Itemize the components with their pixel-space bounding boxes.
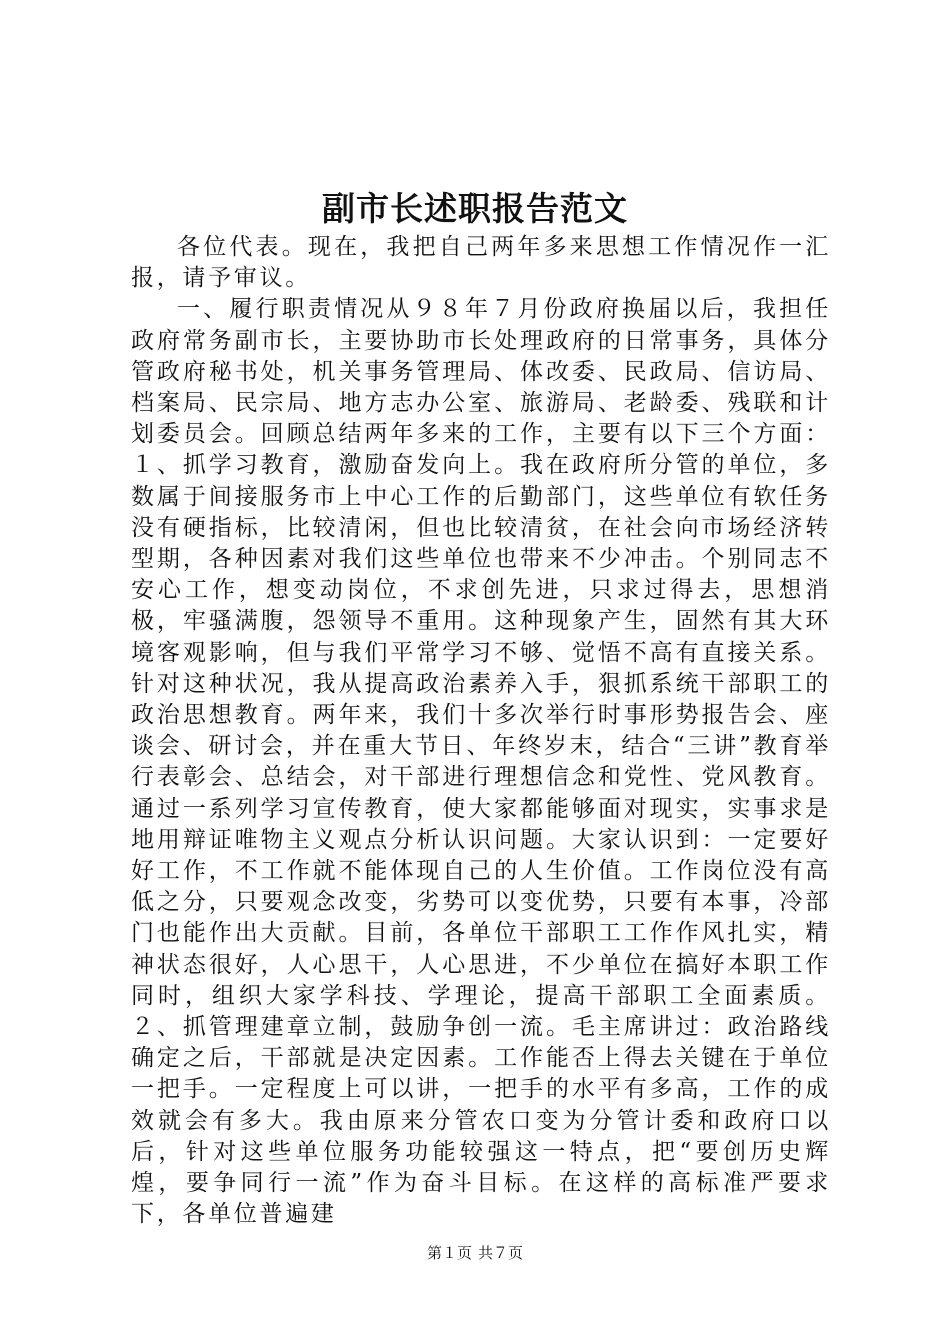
document-body [131,232,831,1231]
document-title: 副市长述职报告范文 [322,189,628,228]
page-total: 共７页 [478,1244,524,1262]
page-footer [0,1242,950,1264]
page-number: 第１页 [426,1244,472,1262]
paragraph-main: 一、履行职责情况从９８年７月份政府换届以后，我担任政府常务副市长，主要协助市长处理政府的日常事务，具体分管政府秘书处，机关事务管理局、体改委、民政局、信访局、档案局、民宗局、地方志办公室、旅游局、老龄委、残联和计划委员会。回顾总结两年多来的工作，主要有以下三个方面：１、抓学习教育，激励奋发向上。我在政府所分管的单位，多数属于间接服务市上中心工作的后勤部门，这些单位有软任务没有硬指标，比较清闲，但也比较清贫，在社会向市场经济转型期，各种因素对我们这些单位也带来不少冲击。个别同志不安心工作，想变动岗位，不求创先进，只求过得去，思想消极，牢骚满腹，怨领导不重用。这种现象产生，固然有其大环境客观影响，但与我们平常学习不够、觉悟不高有直接关系。针对这种状况，我从提高政治素养入手，狠抓系统干部职工的政治思想教育。两年来，我们十多次举行时事形势报告会、座谈会、研讨会，并在重大节日、年终岁末，结合“三讲”教育举行表彰会、总结会，对干部进行理想信念和党性、党风教育。通过一系列学习宣传教育，使大家都能够面对现实，实事求是地用辩证唯物主义观点分析认识问题。大家认识到：一定要好好工作，不工作就不能体现自己的人生价值。工作岗位没有高低之分，只要观念改变，劣势可以变优势，只要有本事，冷部门也能作出大贡献。目前，各单位干部职工工作作风扎实，精神状态很好，人心思干，人心思进，不少单位在搞好本职工作同时，组织大家学科技、学理论，提高干部职工全面素质。２、抓管理建章立制，鼓励争创一流。毛主席讲过：政治路线确定之后，干部就是决定因素。工作能否上得去关键在于单位一把手。一定程度上可以讲，一把手的水平有多高，工作的成效就会有多大。我由原来分管农口变为分管计委和政府口以后，针对这些单位服务功能较强这一特点，把“要创历史辉煌，要争同行一流”作为奋斗目标。在这样的高标准严要求下，各单位普遍建 [131,296,831,1228]
paragraph-greeting: 各位代表。现在，我把自己两年多来思想工作情况作一汇报，请予审议。 [131,234,831,292]
